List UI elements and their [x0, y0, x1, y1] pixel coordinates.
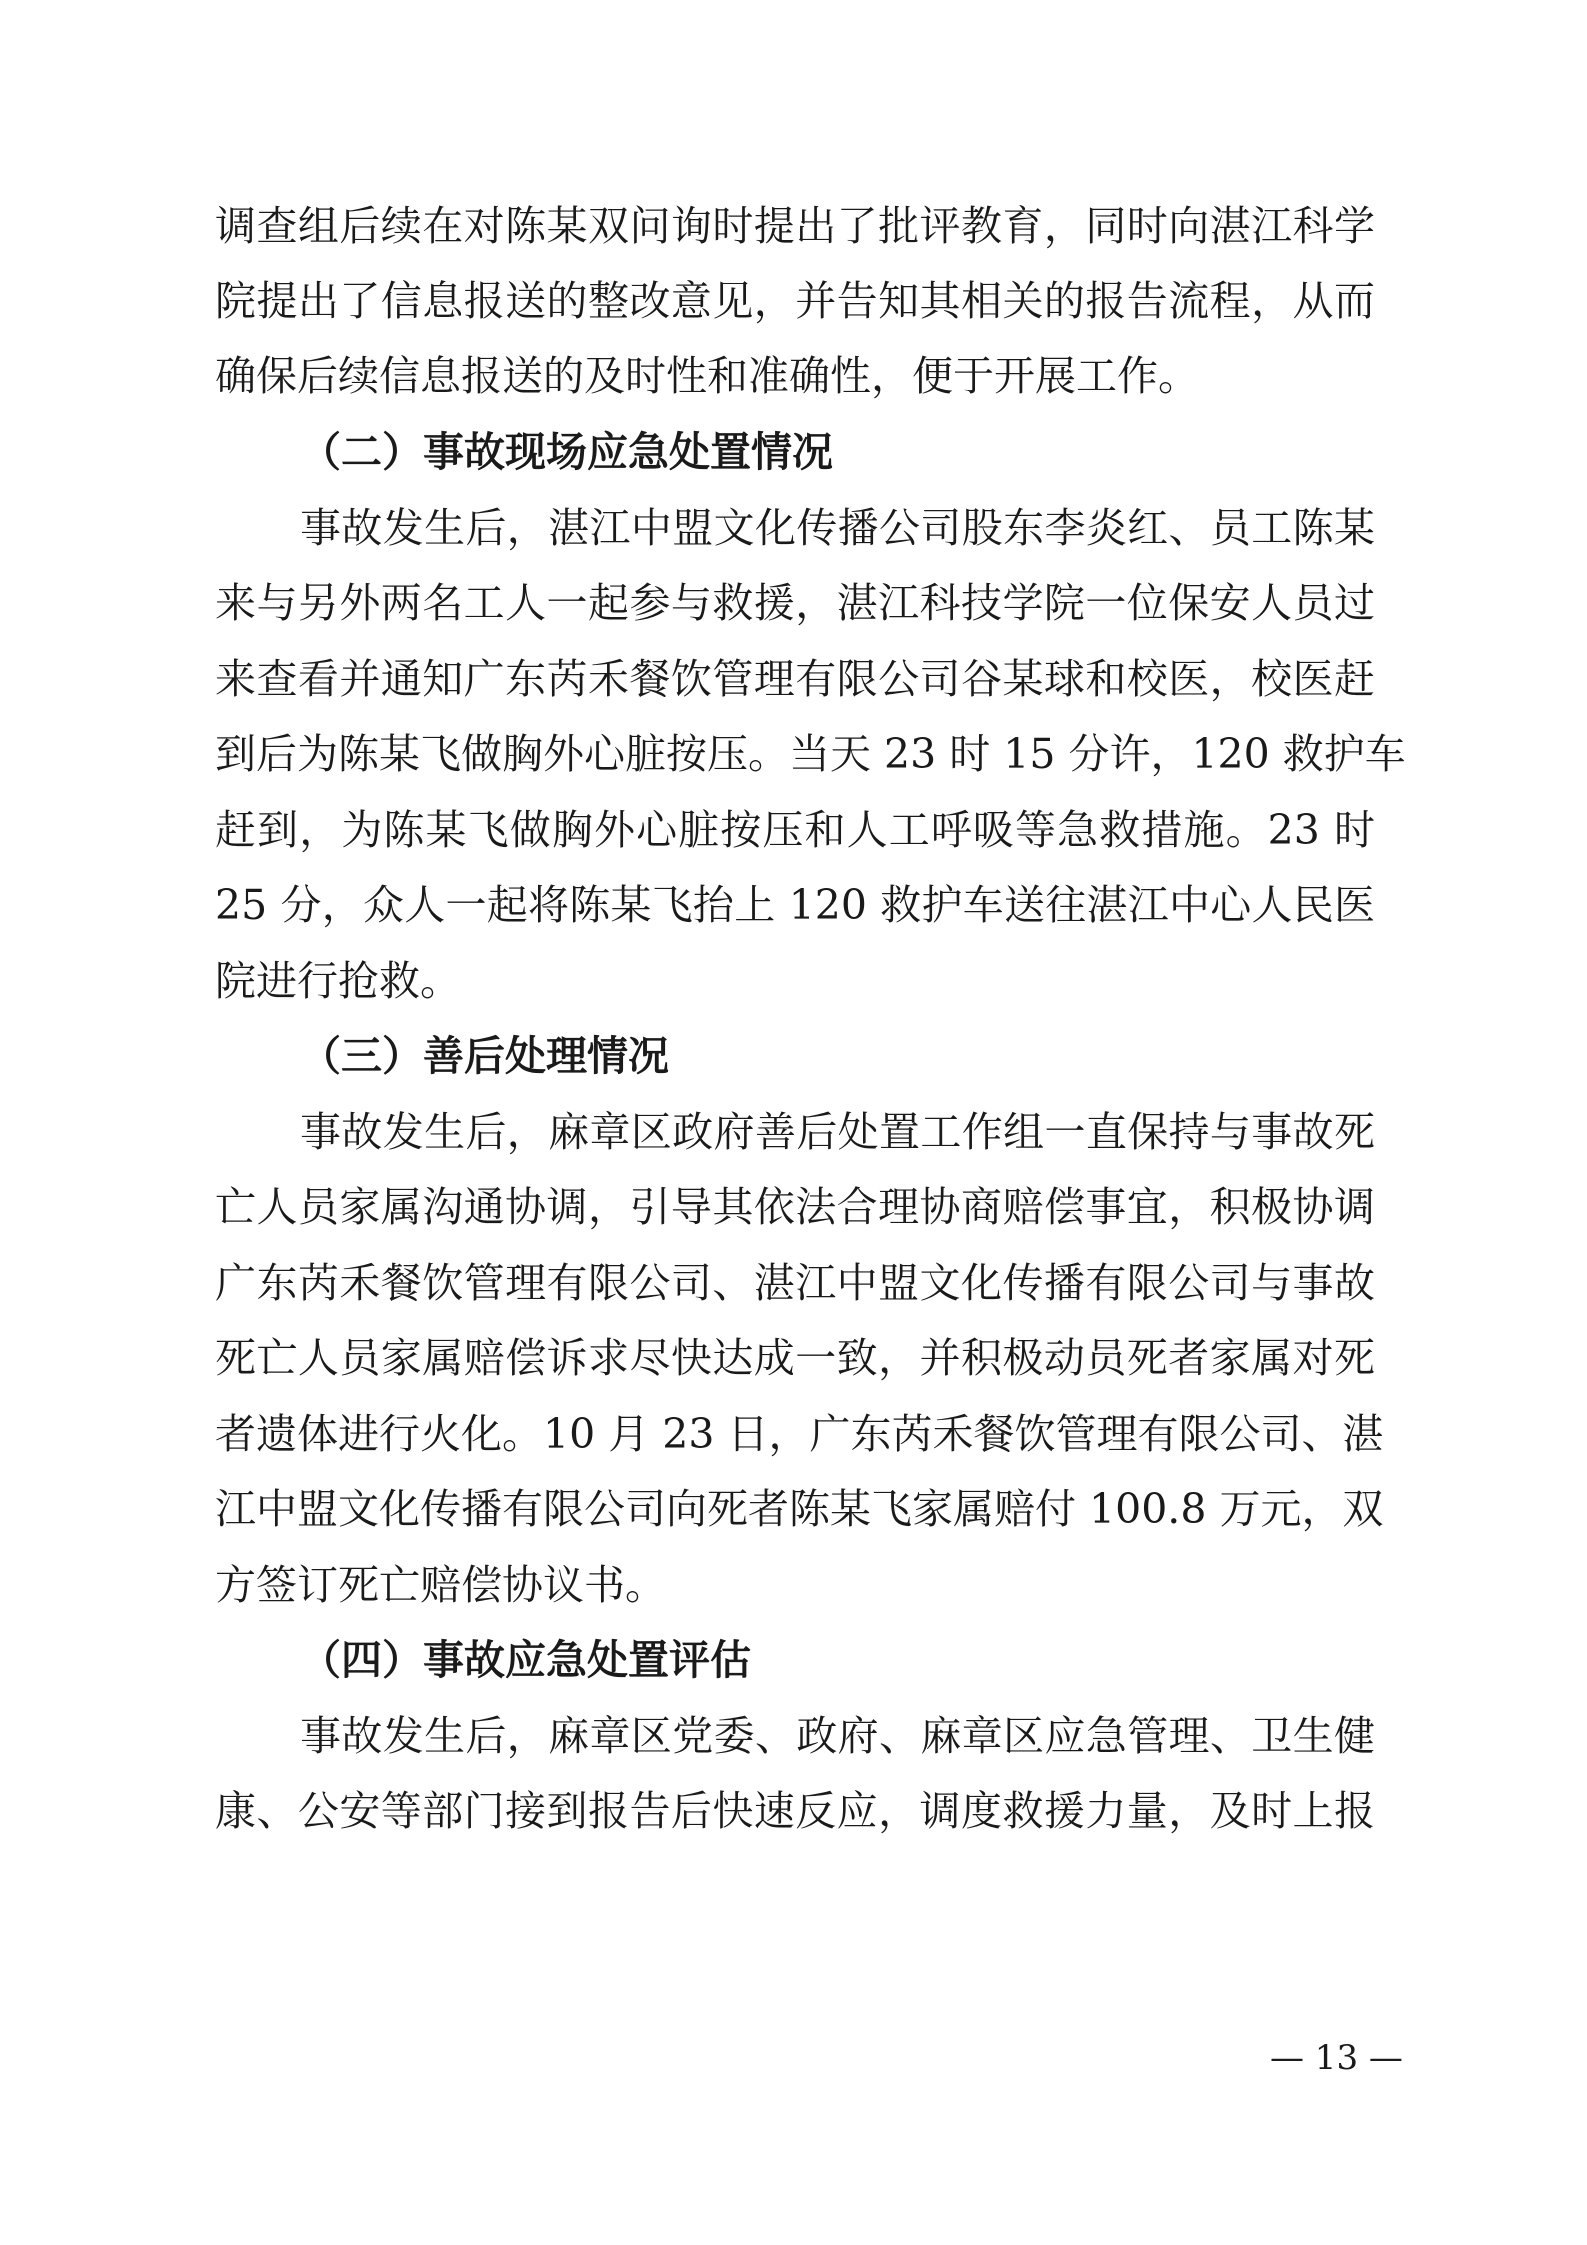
- page-number: — 13 —: [1270, 2038, 1403, 2078]
- body-text-line: 调查组后续在对陈某双问询时提出了批评教育，同时向湛江科学: [215, 202, 1375, 250]
- body-text-line: 来与另外两名工人一起参与救援，湛江科技学院一位保安人员过: [215, 579, 1375, 627]
- body-text-line: 事故发生后，麻章区党委、政府、麻章区应急管理、卫生健: [300, 1712, 1375, 1760]
- body-text-line: 方签订死亡赔偿协议书。: [215, 1561, 666, 1609]
- section-heading-4: （四）事故应急处置评估: [300, 1636, 751, 1684]
- section-heading-2: （二）事故现场应急处置情况: [300, 428, 833, 476]
- body-text-line: 25 分，众人一起将陈某飞抬上 120 救护车送往湛江中心人民医: [215, 881, 1375, 929]
- body-text-line: 江中盟文化传播有限公司向死者陈某飞家属赔付 100.8 万元，双: [215, 1485, 1384, 1533]
- body-text-line: 事故发生后，麻章区政府善后处置工作组一直保持与事故死: [300, 1108, 1375, 1156]
- body-text-line: 院提出了信息报送的整改意见，并告知其相关的报告流程，从而: [215, 277, 1375, 325]
- body-text-line: 院进行抢救。: [215, 957, 461, 1005]
- body-text-line: 确保后续信息报送的及时性和准确性，便于开展工作。: [215, 352, 1199, 400]
- body-text-line: 者遗体进行火化。10 月 23 日，广东芮禾餐饮管理有限公司、湛: [215, 1410, 1384, 1458]
- body-text-line: 广东芮禾餐饮管理有限公司、湛江中盟文化传播有限公司与事故: [215, 1259, 1375, 1307]
- body-text-line: 亡人员家属沟通协调，引导其依法合理协商赔偿事宜，积极协调: [215, 1183, 1375, 1231]
- body-text-line: 来查看并通知广东芮禾餐饮管理有限公司谷某球和校医，校医赶: [215, 655, 1375, 703]
- body-text-line: 赶到，为陈某飞做胸外心脏按压和人工呼吸等急救措施。23 时: [215, 806, 1375, 854]
- body-text-line: 死亡人员家属赔偿诉求尽快达成一致，并积极动员死者家属对死: [215, 1334, 1375, 1382]
- body-text-line: 到后为陈某飞做胸外心脏按压。当天 23 时 15 分许，120 救护车: [215, 730, 1406, 778]
- body-text-line: 事故发生后，湛江中盟文化传播公司股东李炎红、员工陈某: [300, 504, 1375, 552]
- section-heading-3: （三）善后处理情况: [300, 1032, 669, 1080]
- body-text-line: 康、公安等部门接到报告后快速反应，调度救援力量，及时上报: [215, 1787, 1375, 1835]
